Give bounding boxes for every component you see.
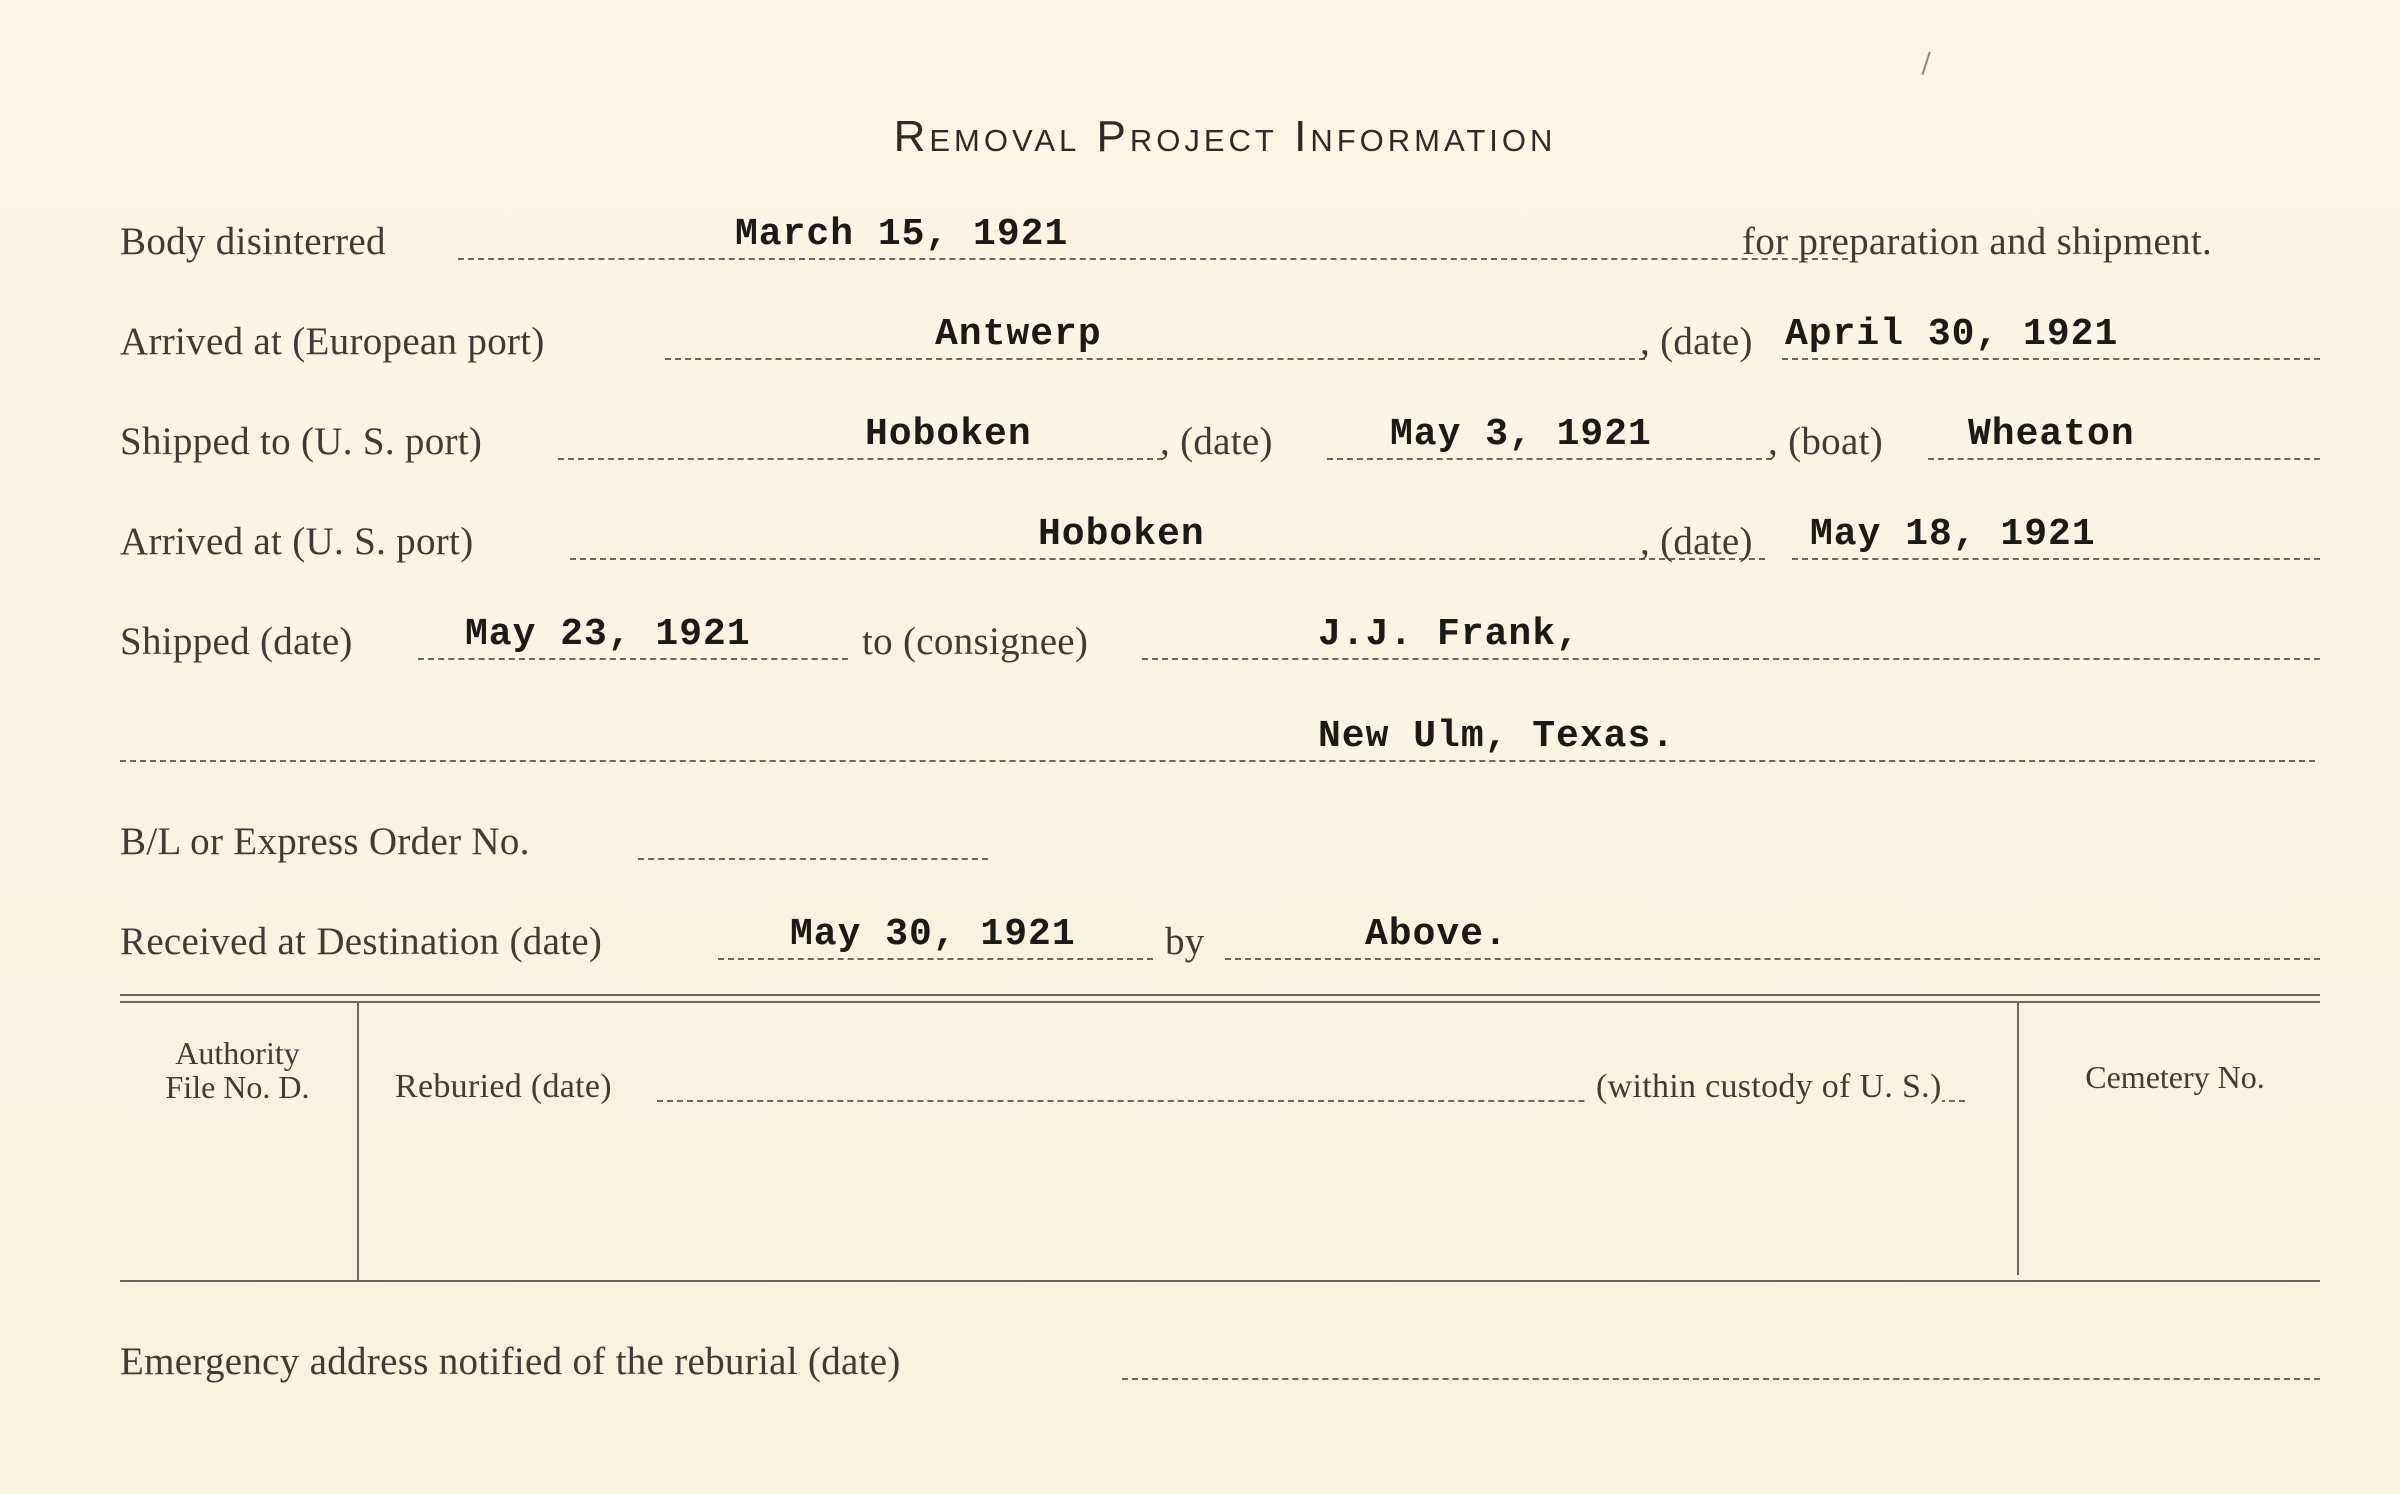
bl-order-label: B/L or Express Order No.: [120, 820, 530, 863]
arrived-us-line: [570, 558, 1765, 560]
bl-order-line: [638, 858, 988, 860]
shipped-us-date-line: [1327, 458, 1772, 460]
body-disinterred-line: [458, 258, 1848, 260]
received-date: May 30, 1921: [790, 913, 1076, 956]
arrived-european-date: April 30, 1921: [1785, 313, 2119, 356]
consignee-address: New Ulm, Texas.: [1318, 715, 1676, 758]
page-title: Removal Project Information: [893, 112, 1557, 161]
arrived-european-date-label: , (date): [1640, 320, 1753, 363]
shipped-us-date-label: , (date): [1160, 420, 1273, 463]
shipped-us-boat-label: , (boat): [1768, 420, 1884, 463]
body-disinterred-suffix: for preparation and shipment.: [1742, 220, 2213, 263]
row-consignee-address: [120, 712, 2320, 772]
row-arrived-us: [120, 510, 2320, 570]
body-disinterred-label: Body disinterred: [120, 220, 386, 263]
row-arrived-european: [120, 310, 2320, 370]
arrived-us-date-line: [1792, 558, 2320, 560]
consignee-label: to (consignee): [862, 620, 1089, 663]
pencil-mark: [1921, 52, 1934, 77]
row-received: [120, 910, 2320, 970]
received-date-line: [718, 958, 1153, 960]
received-by-label: by: [1165, 920, 1205, 963]
shipped-us-boat-line: [1928, 458, 2320, 460]
received-by: Above.: [1365, 913, 1508, 956]
box-top-rule-1: [120, 994, 2320, 996]
authority-line-2: File No. D.: [165, 1069, 310, 1105]
box-divider-right: [2017, 1003, 2019, 1275]
body-disinterred-value: March 15, 1921: [735, 213, 1069, 256]
emergency-line: [1122, 1378, 2320, 1380]
arrived-european-value: Antwerp: [935, 313, 1102, 356]
box-divider-left: [357, 1003, 359, 1281]
consignee-line: [1142, 658, 2320, 660]
box-bottom-rule: [120, 1280, 2320, 1282]
cemetery-label: Cemetery No.: [2085, 1059, 2265, 1095]
reburied-suffix: (within custody of U. S.): [1588, 1068, 1942, 1106]
arrived-us-value: Hoboken: [1038, 513, 1205, 556]
shipped-date-label: Shipped (date): [120, 620, 353, 663]
shipped-date: May 23, 1921: [465, 613, 751, 656]
shipped-date-line: [418, 658, 848, 660]
arrived-us-date: May 18, 1921: [1810, 513, 2096, 556]
row-emergency: [120, 1330, 2320, 1390]
row-bl-order: [120, 810, 2320, 870]
row-reburied: [395, 1052, 2005, 1112]
received-label: Received at Destination (date): [120, 920, 603, 963]
arrived-us-date-label: , (date): [1640, 520, 1753, 563]
arrived-european-line: [665, 358, 1645, 360]
shipped-us-label: Shipped to (U. S. port): [120, 420, 483, 463]
shipped-us-line: [558, 458, 1163, 460]
shipped-us-value: Hoboken: [865, 413, 1032, 456]
arrived-us-label: Arrived at (U. S. port): [120, 520, 474, 563]
arrived-european-label: Arrived at (European port): [120, 320, 545, 363]
authority-line-1: Authority: [175, 1035, 300, 1071]
emergency-label: Emergency address notified of the reburial (date): [120, 1340, 901, 1383]
consignee-value: J.J. Frank,: [1318, 613, 1580, 656]
arrived-european-date-line: [1782, 358, 2320, 360]
reburied-label: Reburied (date): [395, 1068, 612, 1105]
authority-cell: [120, 1036, 355, 1104]
row-shipped-us: [120, 410, 2320, 470]
row-body-disinterred: [120, 210, 2320, 270]
row-shipped: [120, 610, 2320, 670]
shipped-us-date: May 3, 1921: [1390, 413, 1652, 456]
consignee-address-line: [120, 760, 2315, 762]
box-top-rule-2: [120, 1001, 2320, 1003]
received-by-line: [1225, 958, 2320, 960]
shipped-us-boat: Wheaton: [1968, 413, 2135, 456]
